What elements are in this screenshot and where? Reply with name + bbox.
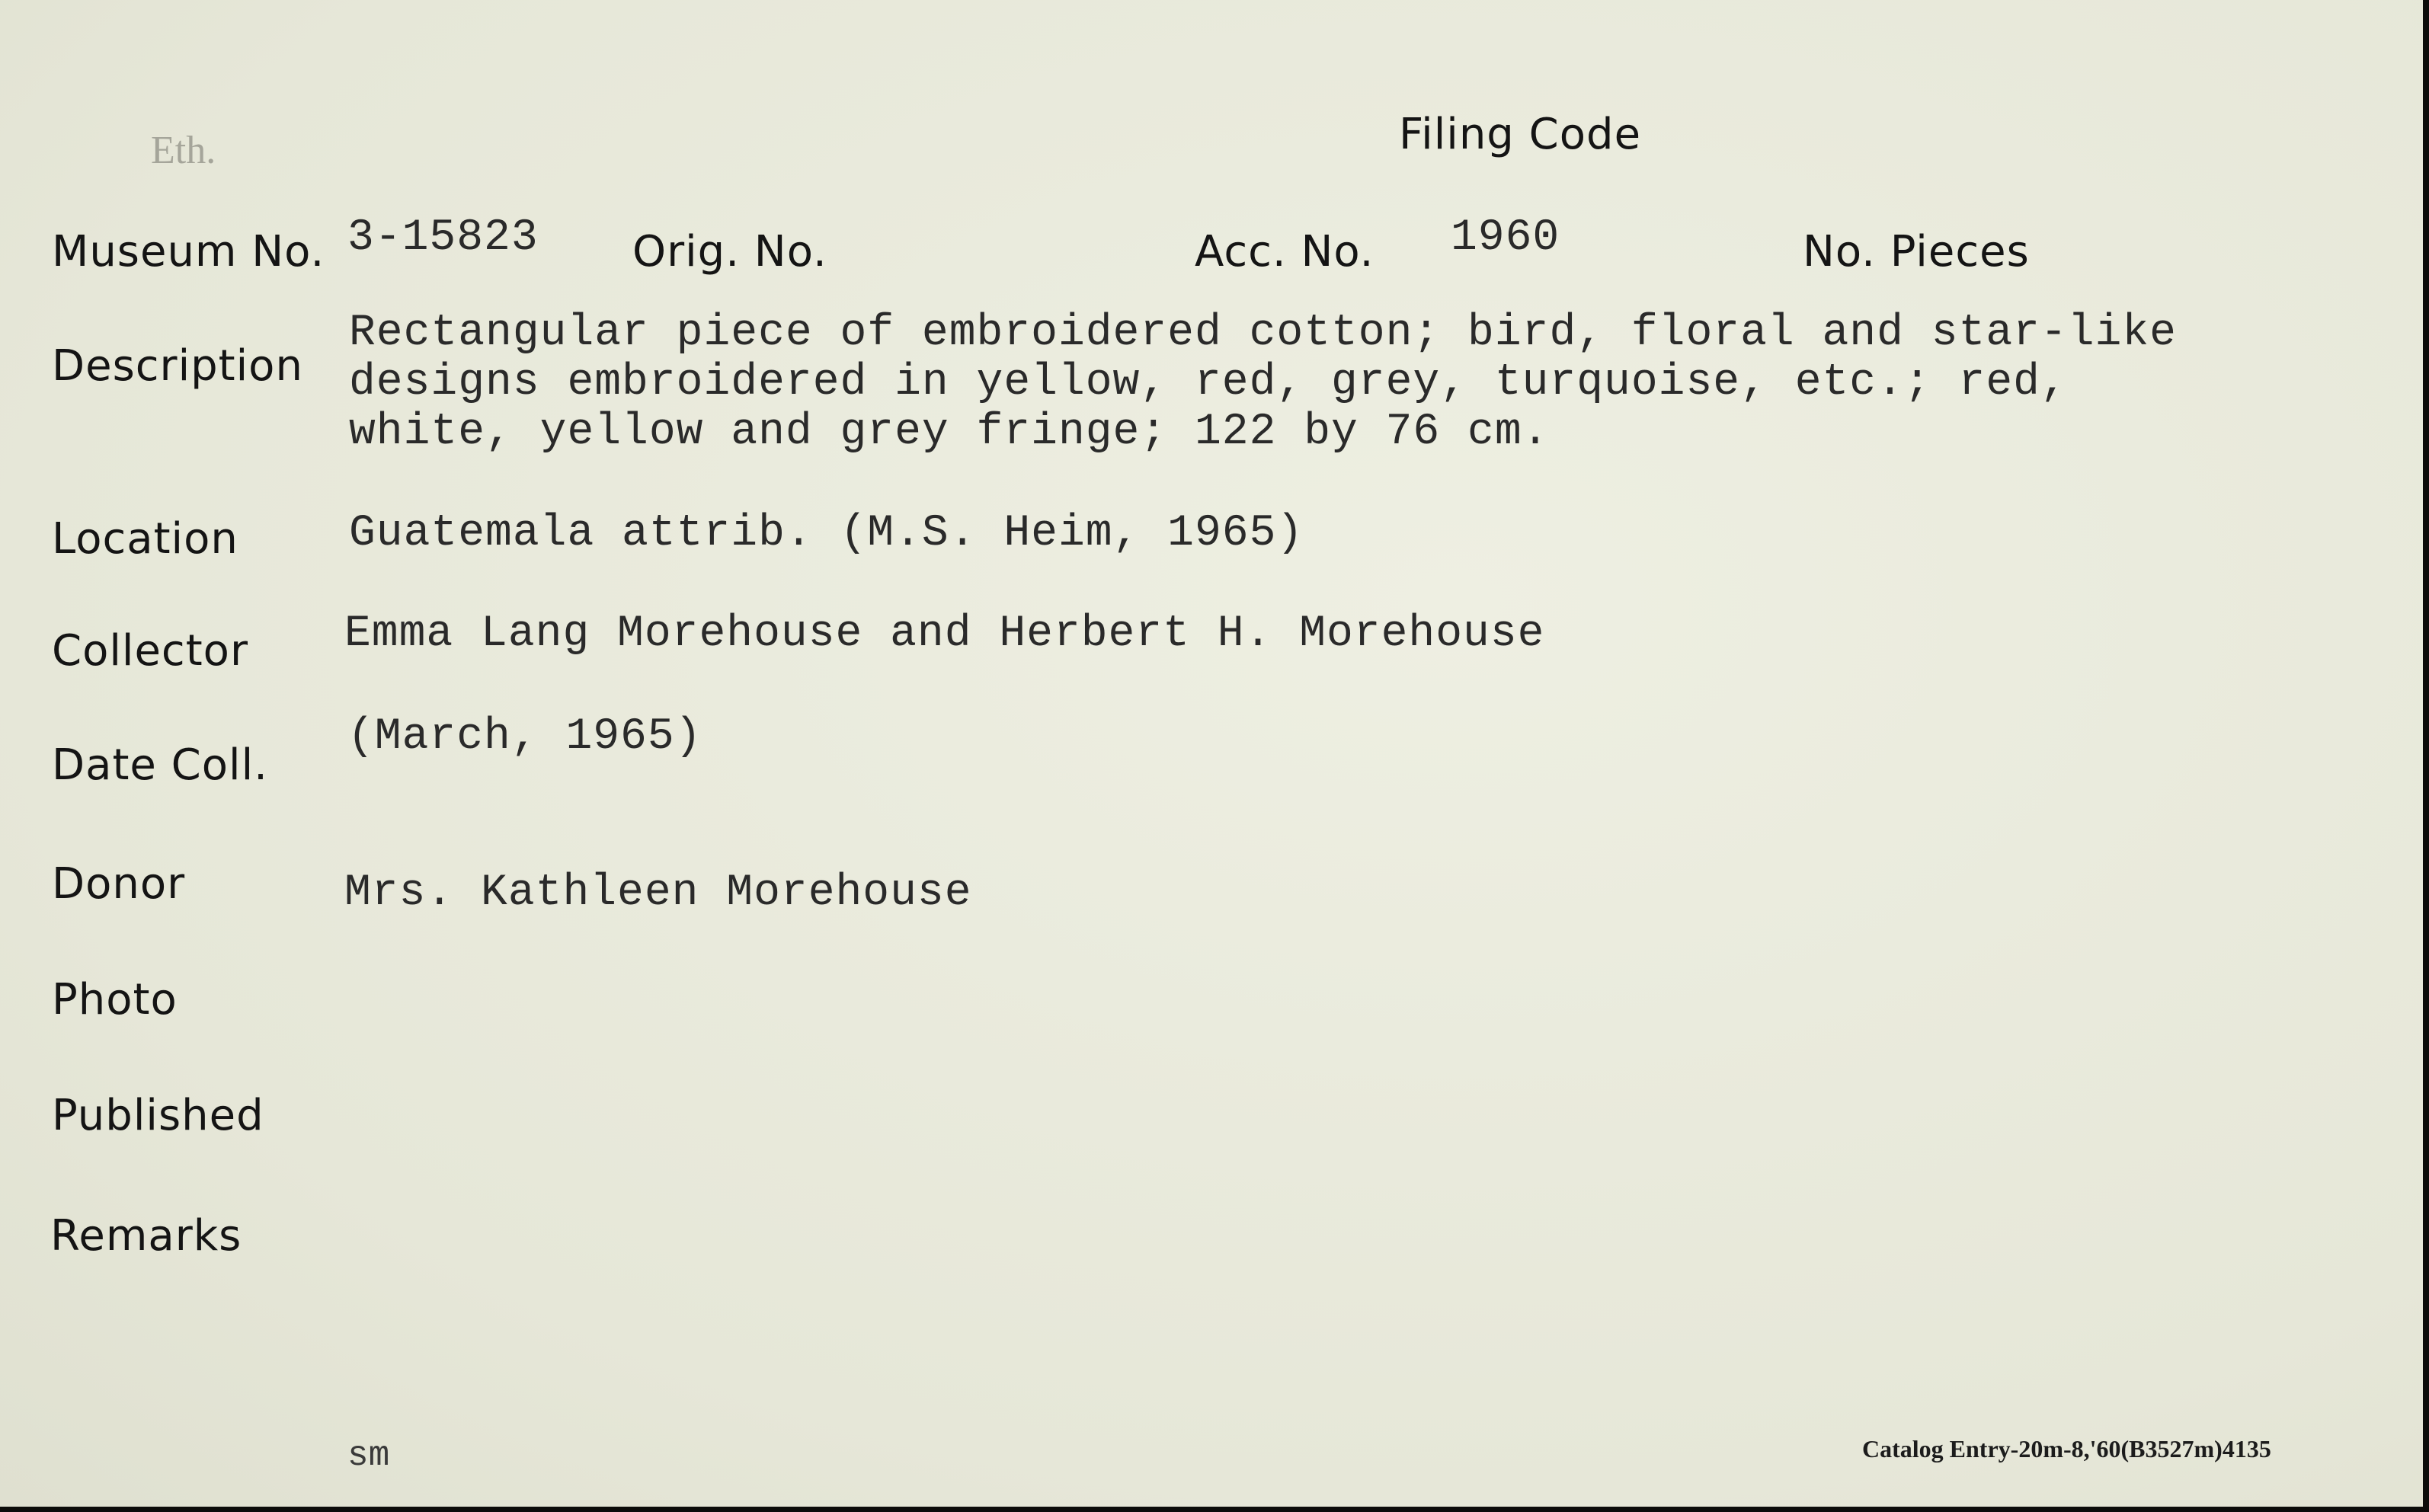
description-value bbox=[349, 308, 2177, 457]
scan-edge bbox=[2423, 0, 2429, 1512]
description-line: designs embroidered in yellow, red, grey, turquoise, etc.; red, bbox=[349, 358, 2068, 408]
published-label: Published bbox=[52, 1091, 264, 1140]
department-stamp: Eth. bbox=[151, 129, 216, 172]
photo-label: Photo bbox=[52, 975, 178, 1025]
location-label: Location bbox=[52, 514, 238, 564]
donor-label: Donor bbox=[52, 859, 186, 909]
collector-value: Emma Lang Morehouse and Herbert H. Morehouse bbox=[344, 609, 1545, 659]
acc-no-value: 1960 bbox=[1451, 213, 1560, 263]
collector-label: Collector bbox=[52, 626, 248, 676]
acc-no-label: Acc. No. bbox=[1195, 227, 1375, 277]
location-value: Guatemala attrib. (M.S. Heim, 1965) bbox=[349, 509, 1304, 558]
date-coll-label: Date Coll. bbox=[52, 740, 268, 790]
print-code: Catalog Entry-20m-8,'60(B3527m)4135 bbox=[1862, 1435, 2271, 1462]
orig-no-label: Orig. No. bbox=[632, 227, 827, 277]
filing-code-label: Filing Code bbox=[1399, 110, 1642, 159]
museum-no-label: Museum No. bbox=[52, 227, 325, 277]
typist-initials: sm bbox=[347, 1436, 390, 1475]
no-pieces-label: No. Pieces bbox=[1803, 227, 2030, 277]
description-line: white, yellow and grey fringe; 122 by 76 cm. bbox=[349, 408, 1550, 457]
description-line: Rectangular piece of embroidered cotton; bird, floral and star-like bbox=[349, 308, 2177, 358]
remarks-label: Remarks bbox=[50, 1211, 242, 1261]
donor-value: Mrs. Kathleen Morehouse bbox=[344, 868, 972, 918]
museum-no-value: 3-15823 bbox=[347, 213, 539, 263]
date-coll-value: (March, 1965) bbox=[347, 712, 702, 762]
description-label: Description bbox=[52, 341, 303, 391]
